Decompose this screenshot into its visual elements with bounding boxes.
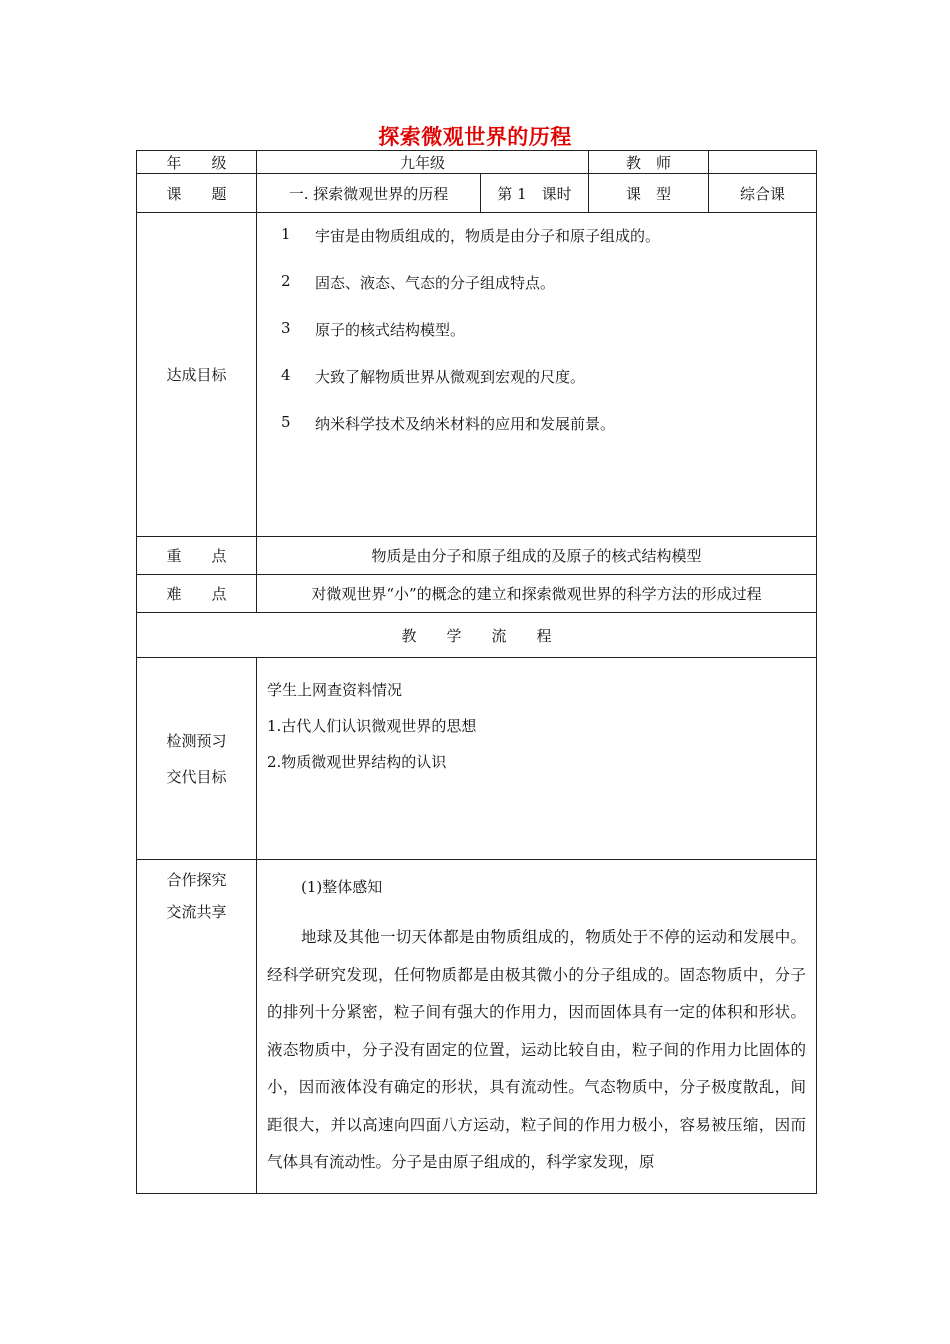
key-point-value: 物质是由分子和原子组成的及原子的核式结构模型 bbox=[257, 537, 817, 575]
type-label: 课 型 bbox=[589, 174, 709, 213]
preview-content bbox=[257, 658, 817, 860]
teaching-flow-heading: 教 学 流 程 bbox=[137, 613, 817, 658]
topic-value: 一. 探索微观世界的历程 bbox=[257, 174, 481, 213]
cooperation-row bbox=[137, 860, 817, 1194]
preview-item: 2.物质微观世界结构的认识 bbox=[267, 753, 447, 771]
session-value: 第 1 课时 bbox=[481, 174, 589, 213]
goal-item: 2 固态、液态、气态的分子组成特点。 bbox=[281, 272, 556, 292]
teaching-flow-row bbox=[137, 613, 817, 658]
difficult-point-label: 难 点 bbox=[137, 575, 257, 613]
cooperation-heading: (1)整体感知 bbox=[301, 878, 383, 896]
lesson-plan-table bbox=[136, 150, 817, 1194]
goals-list bbox=[257, 213, 817, 537]
page-title: 探索微观世界的历程 bbox=[378, 125, 572, 149]
grade-row bbox=[137, 151, 817, 174]
goals-row bbox=[137, 213, 817, 537]
cooperation-paragraph: 地球及其他一切天体都是由物质组成的，物质处于不停的运动和发展中。经科学研究发现，任何物质都是由极其微小的分子组成的。固态物质中，分子的排列十分紧密，粒子间有强大的作用力，因而固体具有一定的体积和形状。液态物质中，分子没有固定的位置，运动比较自由，粒子间的作用力比固体的小，因而液体没有确定的形状，具有流动性。气态物质中，分子极度散乱，间距很大，并以高速向四面八方运动，粒子间的作用力极小，容易被压缩，因而气体具有流动性。分子是由原子组成的，科学家发现，原 bbox=[267, 928, 807, 1171]
preview-item: 1.古代人们认识微观世界的思想 bbox=[267, 717, 477, 735]
cooperation-content bbox=[257, 860, 817, 1194]
teacher-label: 教 师 bbox=[589, 151, 709, 174]
preview-label: 检测预习 交代目标 bbox=[137, 658, 257, 860]
preview-item: 学生上网查资料情况 bbox=[267, 681, 403, 699]
goal-item: 3 原子的核式结构模型。 bbox=[281, 319, 466, 339]
goal-item: 4 大致了解物质世界从微观到宏观的尺度。 bbox=[281, 366, 586, 386]
key-point-row bbox=[137, 537, 817, 575]
key-point-label: 重 点 bbox=[137, 537, 257, 575]
grade-value: 九年级 bbox=[257, 151, 589, 174]
type-value: 综合课 bbox=[709, 174, 817, 213]
goal-item: 1 宇宙是由物质组成的，物质是由分子和原子组成的。 bbox=[281, 225, 661, 245]
goal-item: 5 纳米科学技术及纳米材料的应用和发展前景。 bbox=[281, 413, 616, 433]
topic-row bbox=[137, 174, 817, 213]
cooperation-label: 合作探究 交流共享 bbox=[137, 860, 257, 1194]
topic-label: 课 题 bbox=[137, 174, 257, 213]
preview-row bbox=[137, 658, 817, 860]
goals-label: 达成目标 bbox=[137, 213, 257, 537]
difficult-point-row bbox=[137, 575, 817, 613]
teacher-value bbox=[709, 151, 817, 174]
grade-label: 年 级 bbox=[137, 151, 257, 174]
difficult-point-value: 对微观世界“小”的概念的建立和探索微观世界的科学方法的形成过程 bbox=[257, 575, 817, 613]
